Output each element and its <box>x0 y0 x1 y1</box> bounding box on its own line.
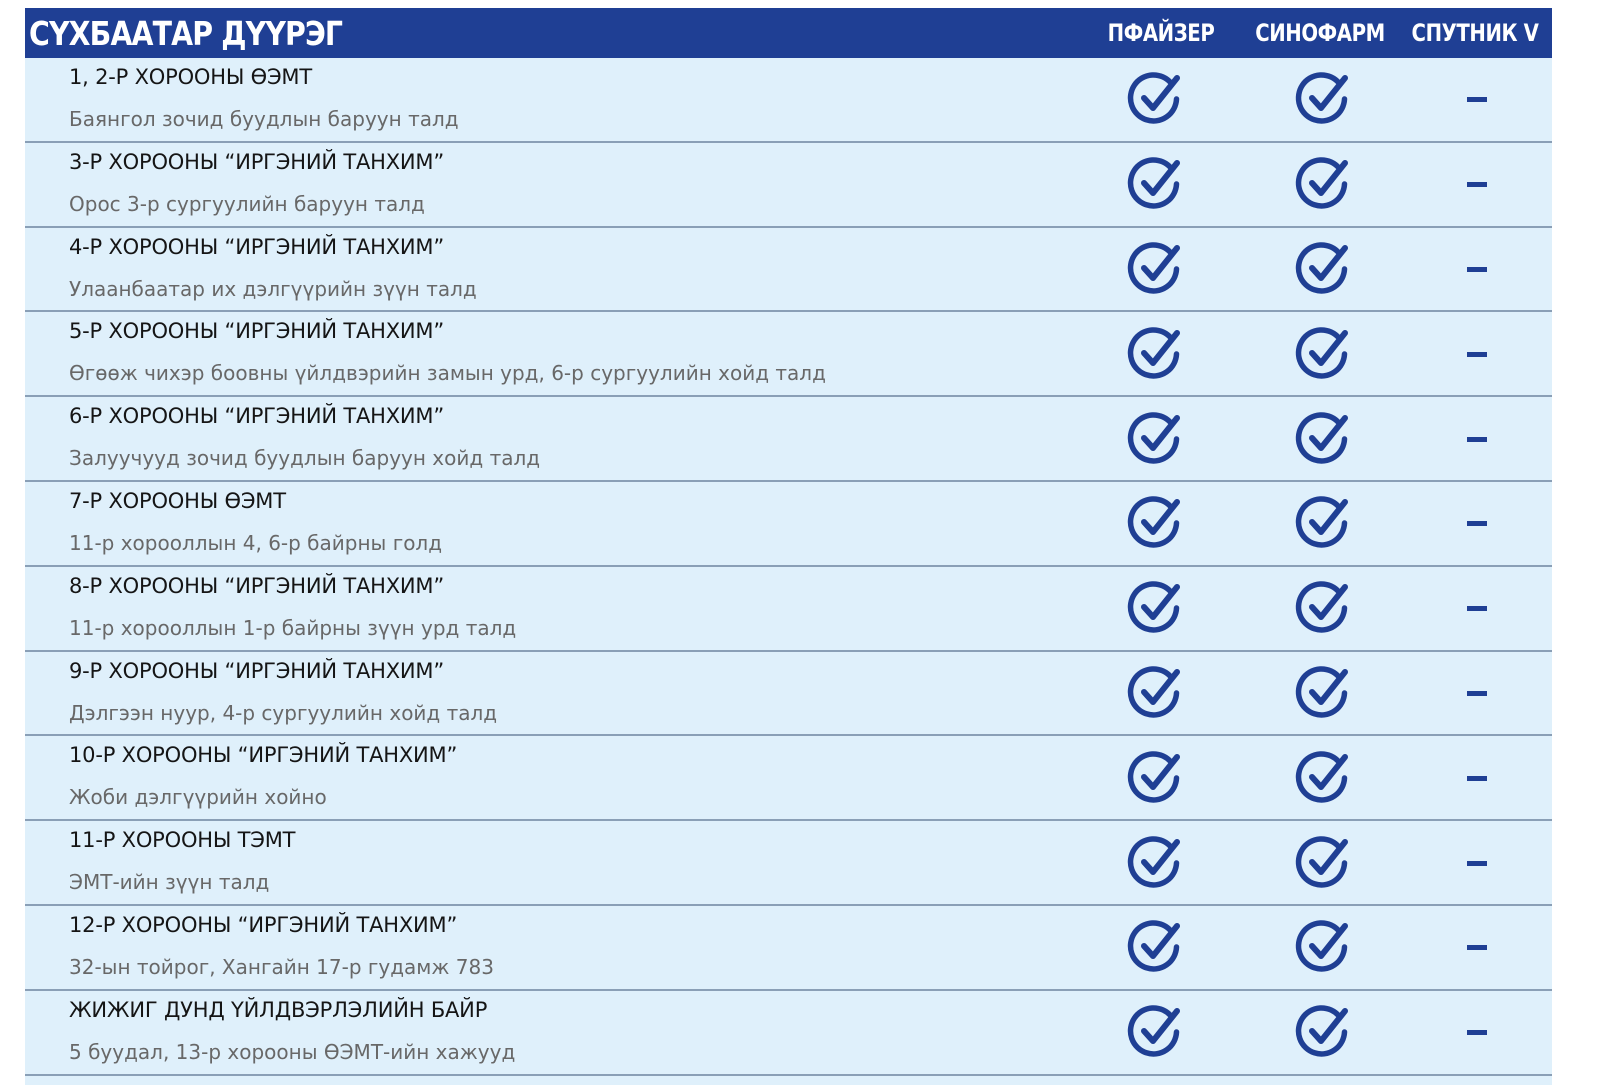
check-circle-icon <box>1125 69 1185 129</box>
dash-icon <box>1467 691 1487 696</box>
vaccination-sites-table <box>25 8 1552 1085</box>
check-circle-icon <box>1125 917 1185 977</box>
check-circle-icon <box>1125 748 1185 808</box>
dash-icon <box>1467 861 1487 866</box>
check-circle-icon <box>1125 578 1185 638</box>
site-name: 12-Р ХОРООНЫ “ИРГЭНИЙ ТАНХИМ” <box>69 913 458 937</box>
dash-icon <box>1467 945 1487 950</box>
site-address: Жоби дэлгүүрийн хойно <box>69 785 327 810</box>
site-address: 11-р хорооллын 1-р байрны зүүн урд талд <box>69 615 517 640</box>
check-circle-icon <box>1293 409 1353 469</box>
site-name: 10-Р ХОРООНЫ “ИРГЭНИЙ ТАНХИМ” <box>69 743 458 768</box>
dash-icon <box>1467 182 1487 187</box>
table-header <box>25 8 1552 58</box>
check-circle-icon <box>1293 1002 1353 1062</box>
table-row <box>25 482 1552 567</box>
check-circle-icon <box>1125 663 1185 723</box>
check-circle-icon <box>1125 239 1185 299</box>
check-circle-icon <box>1293 154 1353 214</box>
table-row <box>25 906 1552 991</box>
check-circle-icon <box>1293 239 1353 299</box>
site-address: 11-р хорооллын 4, 6-р байрны голд <box>69 531 443 555</box>
table-row <box>25 397 1552 482</box>
dash-icon <box>1467 521 1487 526</box>
check-circle-icon <box>1125 154 1185 214</box>
table-row <box>25 312 1552 397</box>
check-circle-icon <box>1293 748 1353 808</box>
table-row <box>25 652 1552 737</box>
site-name: ЖИЖИГ ДУНД ҮЙЛДВЭРЛЭЛИЙН БАЙР <box>69 997 488 1022</box>
site-name: 7-Р ХОРООНЫ ӨЭМТ <box>69 489 286 513</box>
check-circle-icon <box>1293 324 1353 384</box>
check-circle-icon <box>1125 833 1185 893</box>
dash-icon <box>1467 776 1487 781</box>
check-circle-icon <box>1293 69 1353 129</box>
site-address: 32-ын тойрог, Хангайн 17-р гудамж 783 <box>69 955 494 979</box>
check-circle-icon <box>1293 663 1353 723</box>
site-address: Залуучууд зочид буудлын баруун хойд талд <box>69 446 541 471</box>
table-row <box>25 736 1552 821</box>
site-name: 3-Р ХОРООНЫ “ИРГЭНИЙ ТАНХИМ” <box>69 149 444 174</box>
table-row <box>25 991 1552 1076</box>
check-circle-icon <box>1293 917 1353 977</box>
column-header-sputnik: СПУТНИК V <box>1411 19 1539 47</box>
site-address: Орос 3-р сургуулийн баруун талд <box>69 191 425 216</box>
site-name: 9-Р ХОРООНЫ “ИРГЭНИЙ ТАНХИМ” <box>69 658 444 683</box>
table-row <box>25 58 1552 143</box>
check-circle-icon <box>1125 324 1185 384</box>
site-address: Улаанбаатар их дэлгүүрийн зүүн талд <box>69 276 477 301</box>
site-address: Баянгол зочид буудлын баруун талд <box>69 107 459 131</box>
check-circle-icon <box>1125 493 1185 553</box>
site-address: Өгөөж чихэр боовны үйлдвэрийн замын урд, 6-р сургуулийн хойд талд <box>69 361 826 386</box>
site-address: Дэлгээн нуур, 4-р сургуулийн хойд талд <box>69 700 498 725</box>
dash-icon <box>1467 97 1487 102</box>
check-circle-icon <box>1125 409 1185 469</box>
dash-icon <box>1467 1030 1487 1035</box>
site-address: ЭМТ-ийн зүүн талд <box>69 870 270 895</box>
site-address: 5 буудал, 13-р хорооны ӨЭМТ-ийн хажууд <box>69 1039 516 1064</box>
dash-icon <box>1467 606 1487 611</box>
check-circle-icon <box>1293 578 1353 638</box>
column-header-pfizer: ПФАЙЗЕР <box>1107 19 1215 47</box>
column-header-sinopharm: СИНОФАРМ <box>1255 19 1385 47</box>
table-row <box>25 228 1552 313</box>
site-name: 6-Р ХОРООНЫ “ИРГЭНИЙ ТАНХИМ” <box>69 404 444 429</box>
dash-icon <box>1467 267 1487 272</box>
table-row <box>25 567 1552 652</box>
district-title: СҮХБААТАР ДҮҮРЭГ <box>29 14 343 53</box>
table-row <box>25 143 1552 228</box>
check-circle-icon <box>1125 1002 1185 1062</box>
dash-icon <box>1467 352 1487 357</box>
table-row <box>25 821 1552 906</box>
check-circle-icon <box>1293 493 1353 553</box>
site-name: 4-Р ХОРООНЫ “ИРГЭНИЙ ТАНХИМ” <box>69 234 444 259</box>
dash-icon <box>1467 437 1487 442</box>
site-name: 11-Р ХОРООНЫ ТЭМТ <box>69 828 296 853</box>
check-circle-icon <box>1293 833 1353 893</box>
site-name: 1, 2-Р ХОРООНЫ ӨЭМТ <box>69 65 312 89</box>
site-name: 5-Р ХОРООНЫ “ИРГЭНИЙ ТАНХИМ” <box>69 319 444 344</box>
site-name: 8-Р ХОРООНЫ “ИРГЭНИЙ ТАНХИМ” <box>69 573 444 598</box>
